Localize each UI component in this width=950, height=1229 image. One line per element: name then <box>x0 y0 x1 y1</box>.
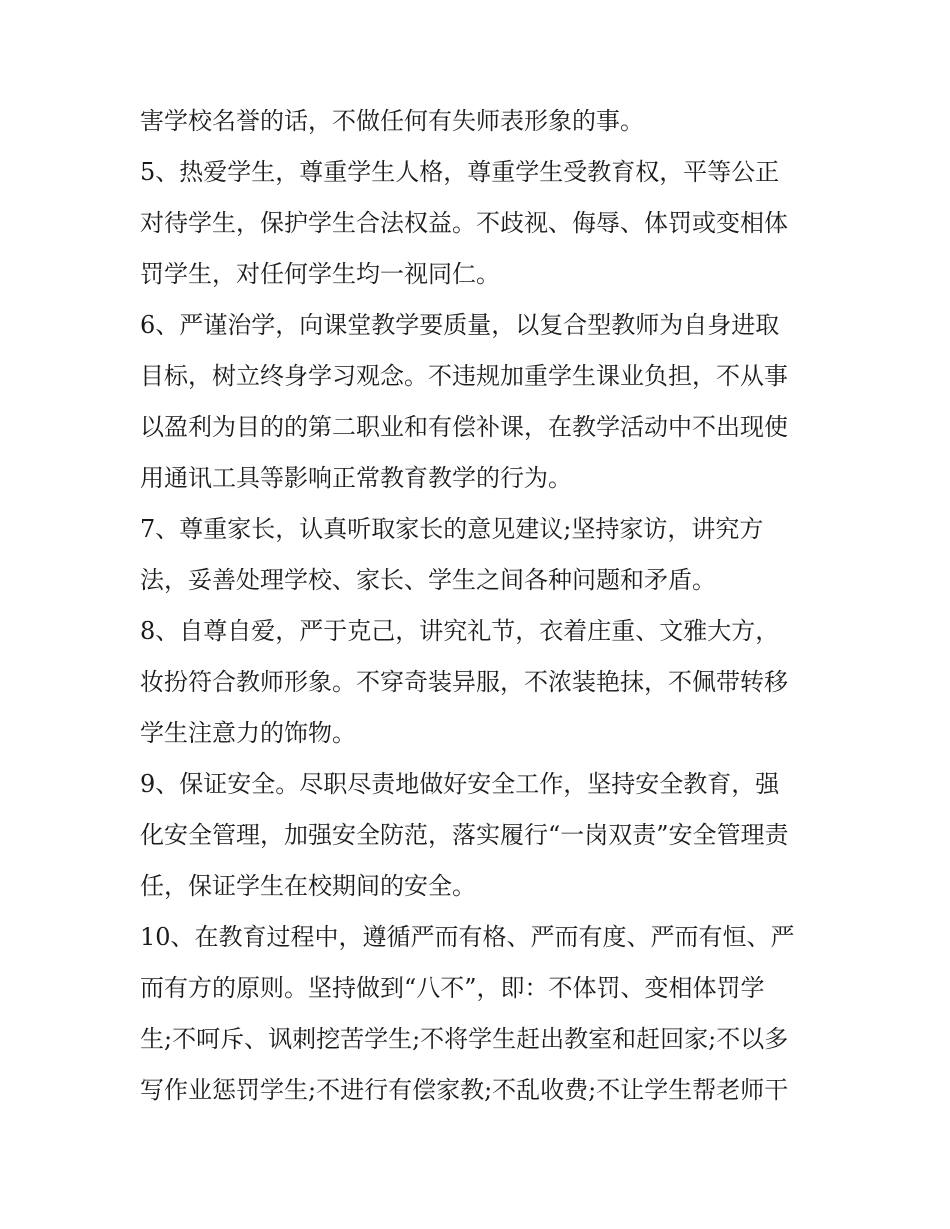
text-line: 化安全管理，加强安全防范，落实履行“一岗双责”安全管理责 <box>140 821 789 849</box>
text-line: 5、热爱学生，尊重学生人格，尊重学生受教育权，平等公正 <box>140 158 780 186</box>
text-line: 7、尊重家长，认真听取家长的意见建议;坚持家访，讲究方 <box>140 515 764 543</box>
text-line: 9、保证安全。尽职尽责地做好安全工作，坚持安全教育，强 <box>140 770 780 798</box>
text-line: 害学校名誉的话，不做任何有失师表形象的事。 <box>140 107 644 135</box>
text-line: 写作业惩罚学生;不进行有偿家教;不乱收费;不让学生帮老师干 <box>140 1076 789 1104</box>
text-line: 目标，树立终身学习观念。不违规加重学生课业负担，不从事 <box>140 362 788 390</box>
text-line: 6、严谨治学，向课堂教学要质量，以复合型教师为自身进取 <box>140 311 780 339</box>
text-line: 10、在教育过程中，遵循严而有格、严而有度、严而有恒、严 <box>140 923 795 951</box>
text-line: 法，妥善处理学校、家长、学生之间各种问题和矛盾。 <box>140 566 716 594</box>
text-line: 罚学生，对任何学生均一视同仁。 <box>140 260 500 288</box>
text-line: 以盈利为目的的第二职业和有偿补课，在教学活动中不出现使 <box>140 413 788 441</box>
text-line: 用通讯工具等影响正常教育教学的行为。 <box>140 464 572 492</box>
text-line: 8、自尊自爱，严于克己，讲究礼节，衣着庄重、文雅大方， <box>140 617 780 645</box>
text-line: 生;不呵斥、讽刺挖苦学生;不将学生赶出教室和赶回家;不以多 <box>140 1025 789 1053</box>
text-line: 妆扮符合教师形象。不穿奇装异服，不浓装艳抹，不佩带转移 <box>140 668 788 696</box>
text-line: 学生注意力的饰物。 <box>140 719 356 747</box>
text-line: 对待学生，保护学生合法权益。不歧视、侮辱、体罚或变相体 <box>140 209 788 237</box>
text-line: 而有方的原则。坚持做到“八不”，即：不体罚、变相体罚学 <box>140 974 765 1002</box>
text-line: 任，保证学生在校期间的安全。 <box>140 872 476 900</box>
